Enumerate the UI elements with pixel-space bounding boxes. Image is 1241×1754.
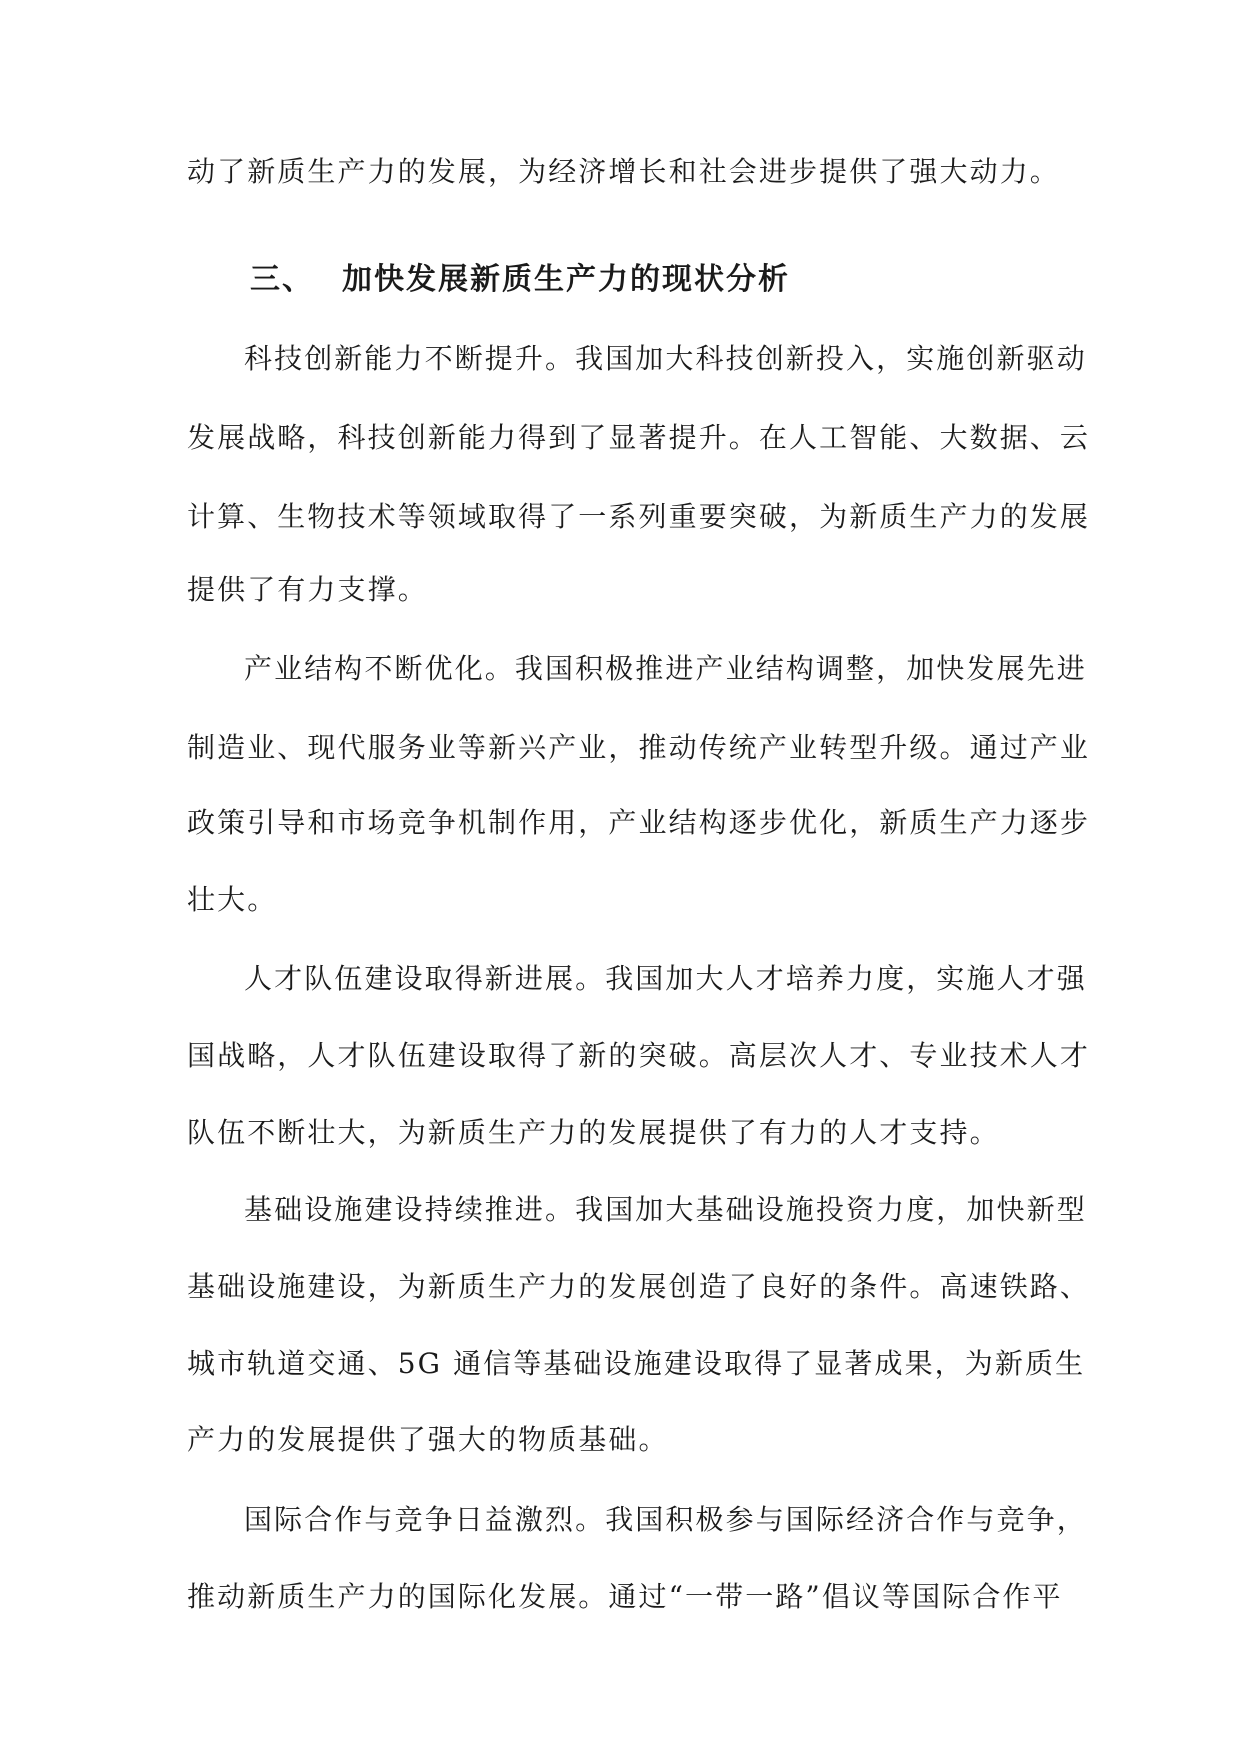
paragraph-2-line-1: 产业结构不断优化。我国积极推进产业结构调整，加快发展先进	[244, 652, 1087, 685]
paragraph-4-line-4: 产力的发展提供了强大的物质基础。	[187, 1423, 669, 1456]
paragraph-2-line-2: 制造业、现代服务业等新兴产业，推动传统产业转型升级。通过产业	[187, 731, 1091, 764]
paragraph-4-line-3: 城市轨道交通、5G 通信等基础设施建设取得了显著成果，为新质生	[187, 1347, 1086, 1380]
paragraph-1-line-2: 发展战略，科技创新能力得到了显著提升。在人工智能、大数据、云	[187, 421, 1091, 454]
section-heading	[250, 258, 790, 302]
paragraph-1-line-1: 科技创新能力不断提升。我国加大科技创新投入，实施创新驱动	[244, 342, 1087, 375]
paragraph-2-line-4: 壮大。	[187, 883, 278, 916]
paragraph-2-line-3: 政策引导和市场竞争机制作用，产业结构逐步优化，新质生产力逐步	[187, 806, 1091, 839]
paragraph-5-line-1: 国际合作与竞争日益激烈。我国积极参与国际经济合作与竞争，	[244, 1503, 1087, 1536]
paragraph-4-line-2: 基础设施建设，为新质生产力的发展创造了良好的条件。高速铁路、	[187, 1270, 1091, 1303]
paragraph-3-line-1: 人才队伍建设取得新进展。我国加大人才培养力度，实施人才强	[244, 962, 1087, 995]
paragraph-1-line-3: 计算、生物技术等领域取得了一系列重要突破，为新质生产力的发展	[187, 500, 1091, 533]
paragraph-4-line-1: 基础设施建设持续推进。我国加大基础设施投资力度，加快新型	[244, 1193, 1087, 1226]
paragraph-3-line-3: 队伍不断壮大，为新质生产力的发展提供了有力的人才支持。	[187, 1116, 1000, 1149]
section-heading-number: 三、	[250, 262, 314, 297]
paragraph-5-line-2: 推动新质生产力的国际化发展。通过“一带一路”倡议等国际合作平	[187, 1580, 1063, 1613]
text-line-continuation: 动了新质生产力的发展，为经济增长和社会进步提供了强大动力。	[187, 155, 1060, 188]
paragraph-3-line-2: 国战略，人才队伍建设取得了新的突破。高层次人才、专业技术人才	[187, 1039, 1091, 1072]
section-heading-title: 加快发展新质生产力的现状分析	[342, 262, 790, 297]
paragraph-1-line-4: 提供了有力支撑。	[187, 573, 428, 606]
